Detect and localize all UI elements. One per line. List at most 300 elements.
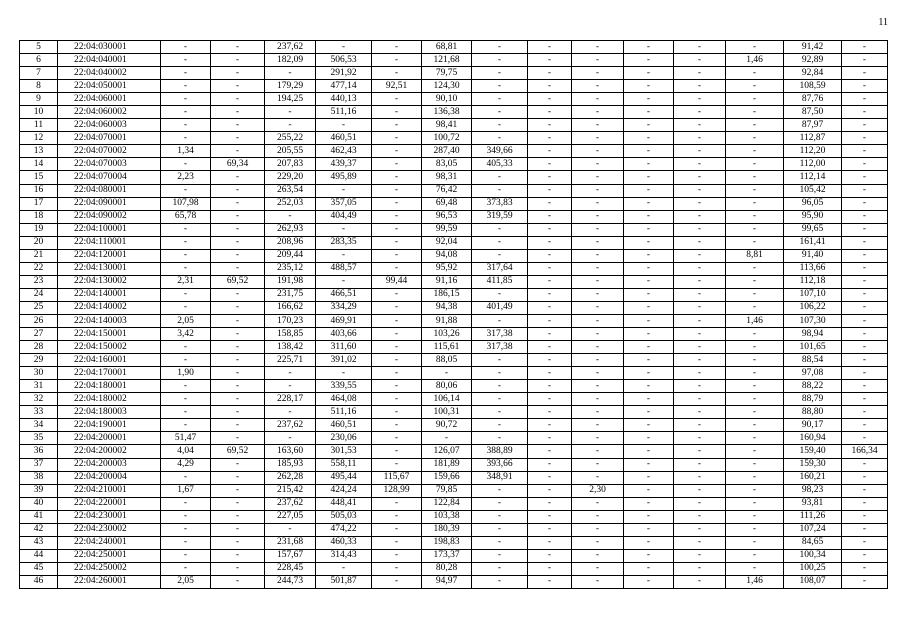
value-cell: - bbox=[472, 536, 528, 549]
value-cell: 215,42 bbox=[265, 484, 316, 497]
value-cell: - bbox=[372, 145, 422, 158]
value-cell: 95,90 bbox=[784, 210, 842, 223]
value-cell: - bbox=[624, 497, 674, 510]
value-cell: 181,89 bbox=[422, 458, 472, 471]
table-row bbox=[20, 314, 888, 327]
value-cell: 477,14 bbox=[316, 80, 372, 93]
value-cell: 501,87 bbox=[316, 575, 372, 588]
value-cell: - bbox=[372, 575, 422, 588]
value-cell: - bbox=[161, 419, 211, 432]
value-cell: - bbox=[674, 471, 726, 484]
value-cell: 107,98 bbox=[161, 197, 211, 210]
value-cell: - bbox=[211, 419, 265, 432]
value-cell: - bbox=[726, 132, 784, 145]
value-cell: - bbox=[372, 445, 422, 458]
value-cell: 101,65 bbox=[784, 341, 842, 354]
row-number-cell: 24 bbox=[20, 288, 58, 301]
value-cell: - bbox=[472, 106, 528, 119]
value-cell: - bbox=[674, 236, 726, 249]
table-row bbox=[20, 262, 888, 275]
value-cell: - bbox=[316, 275, 372, 288]
value-cell: - bbox=[161, 380, 211, 393]
row-number-cell: 39 bbox=[20, 484, 58, 497]
cadastral-code-cell: 22:04:070003 bbox=[58, 158, 161, 171]
value-cell: 225,71 bbox=[265, 354, 316, 367]
value-cell: - bbox=[472, 236, 528, 249]
value-cell: 51,47 bbox=[161, 432, 211, 445]
value-cell: 185,93 bbox=[265, 458, 316, 471]
value-cell: - bbox=[572, 93, 624, 106]
value-cell: - bbox=[372, 158, 422, 171]
value-cell: - bbox=[528, 328, 572, 341]
value-cell: 301,53 bbox=[316, 445, 372, 458]
value-cell: - bbox=[842, 419, 888, 432]
value-cell: 2,05 bbox=[161, 314, 211, 327]
value-cell: 95,92 bbox=[422, 262, 472, 275]
table-row bbox=[20, 510, 888, 523]
row-number-cell: 32 bbox=[20, 393, 58, 406]
value-cell: 122,84 bbox=[422, 497, 472, 510]
value-cell: 373,83 bbox=[472, 197, 528, 210]
value-cell: - bbox=[726, 484, 784, 497]
value-cell: - bbox=[842, 210, 888, 223]
value-cell: - bbox=[842, 536, 888, 549]
value-cell: 262,93 bbox=[265, 223, 316, 236]
table-row bbox=[20, 523, 888, 536]
cadastral-code-cell: 22:04:120001 bbox=[58, 249, 161, 262]
value-cell: - bbox=[161, 106, 211, 119]
value-cell: - bbox=[528, 536, 572, 549]
value-cell: - bbox=[624, 314, 674, 327]
value-cell: - bbox=[624, 471, 674, 484]
value-cell: - bbox=[726, 119, 784, 132]
table-row bbox=[20, 432, 888, 445]
value-cell: - bbox=[726, 80, 784, 93]
cadastral-code-cell: 22:04:220001 bbox=[58, 497, 161, 510]
value-cell: 1,46 bbox=[726, 575, 784, 588]
value-cell: - bbox=[624, 301, 674, 314]
value-cell: 1,34 bbox=[161, 145, 211, 158]
value-cell: - bbox=[726, 354, 784, 367]
value-cell: - bbox=[842, 119, 888, 132]
cadastral-code-cell: 22:04:140002 bbox=[58, 301, 161, 314]
value-cell: - bbox=[842, 223, 888, 236]
value-cell: - bbox=[372, 497, 422, 510]
value-cell: 100,72 bbox=[422, 132, 472, 145]
value-cell: - bbox=[842, 406, 888, 419]
cadastral-code-cell: 22:04:150001 bbox=[58, 328, 161, 341]
value-cell: 460,51 bbox=[316, 419, 372, 432]
value-cell: - bbox=[842, 314, 888, 327]
value-cell: - bbox=[265, 106, 316, 119]
value-cell: - bbox=[624, 67, 674, 80]
value-cell: - bbox=[572, 536, 624, 549]
value-cell: 2,30 bbox=[572, 484, 624, 497]
value-cell: 69,34 bbox=[211, 158, 265, 171]
value-cell: 90,10 bbox=[422, 93, 472, 106]
row-number-cell: 35 bbox=[20, 432, 58, 445]
value-cell: 138,42 bbox=[265, 341, 316, 354]
cadastral-code-cell: 22:04:200001 bbox=[58, 432, 161, 445]
value-cell: - bbox=[211, 536, 265, 549]
value-cell: 287,40 bbox=[422, 145, 472, 158]
cadastral-code-cell: 22:04:100001 bbox=[58, 223, 161, 236]
row-number-cell: 38 bbox=[20, 471, 58, 484]
value-cell: 160,21 bbox=[784, 471, 842, 484]
value-cell: - bbox=[161, 288, 211, 301]
value-cell: - bbox=[572, 458, 624, 471]
cadastral-code-cell: 22:04:080001 bbox=[58, 184, 161, 197]
table-row bbox=[20, 184, 888, 197]
value-cell: - bbox=[572, 288, 624, 301]
value-cell: 317,64 bbox=[472, 262, 528, 275]
value-cell: - bbox=[528, 314, 572, 327]
value-cell: - bbox=[624, 145, 674, 158]
cadastral-code-cell: 22:04:160001 bbox=[58, 354, 161, 367]
value-cell: - bbox=[726, 536, 784, 549]
table-row bbox=[20, 354, 888, 367]
value-cell: - bbox=[674, 341, 726, 354]
value-cell: - bbox=[211, 406, 265, 419]
value-cell: - bbox=[674, 145, 726, 158]
value-cell: - bbox=[316, 367, 372, 380]
value-cell: - bbox=[161, 562, 211, 575]
value-cell: - bbox=[161, 354, 211, 367]
row-number-cell: 15 bbox=[20, 171, 58, 184]
cadastral-code-cell: 22:04:140003 bbox=[58, 314, 161, 327]
value-cell: 2,31 bbox=[161, 275, 211, 288]
value-cell: - bbox=[372, 354, 422, 367]
value-cell: - bbox=[161, 406, 211, 419]
value-cell: 69,52 bbox=[211, 445, 265, 458]
value-cell: 99,59 bbox=[422, 223, 472, 236]
value-cell: 112,14 bbox=[784, 171, 842, 184]
table-row bbox=[20, 536, 888, 549]
value-cell: 474,22 bbox=[316, 523, 372, 536]
value-cell: 159,66 bbox=[422, 471, 472, 484]
value-cell: - bbox=[674, 328, 726, 341]
value-cell: - bbox=[211, 380, 265, 393]
value-cell: - bbox=[528, 562, 572, 575]
row-number-cell: 6 bbox=[20, 54, 58, 67]
value-cell: - bbox=[528, 458, 572, 471]
value-cell: - bbox=[372, 314, 422, 327]
value-cell: - bbox=[674, 367, 726, 380]
value-cell: - bbox=[842, 510, 888, 523]
row-number-cell: 31 bbox=[20, 380, 58, 393]
table-row bbox=[20, 54, 888, 67]
value-cell: - bbox=[674, 54, 726, 67]
value-cell: - bbox=[842, 275, 888, 288]
value-cell: - bbox=[161, 41, 211, 54]
cadastral-code-cell: 22:04:180003 bbox=[58, 406, 161, 419]
row-number-cell: 29 bbox=[20, 354, 58, 367]
value-cell: - bbox=[572, 341, 624, 354]
value-cell: - bbox=[674, 171, 726, 184]
value-cell: - bbox=[842, 145, 888, 158]
value-cell: - bbox=[624, 236, 674, 249]
value-cell: - bbox=[842, 106, 888, 119]
value-cell: 464,08 bbox=[316, 393, 372, 406]
value-cell: - bbox=[528, 132, 572, 145]
value-cell: - bbox=[472, 380, 528, 393]
value-cell: 403,66 bbox=[316, 328, 372, 341]
value-cell: - bbox=[572, 510, 624, 523]
value-cell: - bbox=[316, 223, 372, 236]
value-cell: - bbox=[842, 171, 888, 184]
row-number-cell: 18 bbox=[20, 210, 58, 223]
value-cell: - bbox=[372, 249, 422, 262]
value-cell: - bbox=[528, 145, 572, 158]
value-cell: - bbox=[528, 236, 572, 249]
value-cell: 88,22 bbox=[784, 380, 842, 393]
value-cell: - bbox=[842, 288, 888, 301]
value-cell: - bbox=[211, 562, 265, 575]
value-cell: 235,12 bbox=[265, 262, 316, 275]
value-cell: - bbox=[842, 93, 888, 106]
value-cell: - bbox=[372, 328, 422, 341]
value-cell: - bbox=[472, 80, 528, 93]
value-cell: - bbox=[372, 262, 422, 275]
cadastral-code-cell: 22:04:130001 bbox=[58, 262, 161, 275]
value-cell: - bbox=[726, 288, 784, 301]
row-number-cell: 34 bbox=[20, 419, 58, 432]
value-cell: - bbox=[674, 314, 726, 327]
value-cell: - bbox=[726, 275, 784, 288]
value-cell: 170,23 bbox=[265, 314, 316, 327]
value-cell: - bbox=[624, 249, 674, 262]
value-cell: 460,33 bbox=[316, 536, 372, 549]
value-cell: 76,42 bbox=[422, 184, 472, 197]
value-cell: 173,37 bbox=[422, 549, 472, 562]
value-cell: - bbox=[726, 158, 784, 171]
cadastral-code-cell: 22:04:250001 bbox=[58, 549, 161, 562]
value-cell: - bbox=[572, 249, 624, 262]
value-cell: - bbox=[265, 523, 316, 536]
value-cell: - bbox=[842, 236, 888, 249]
value-cell: - bbox=[572, 419, 624, 432]
value-cell: - bbox=[472, 419, 528, 432]
value-cell: 90,72 bbox=[422, 419, 472, 432]
value-cell: - bbox=[528, 158, 572, 171]
value-cell: - bbox=[161, 158, 211, 171]
value-cell: 460,51 bbox=[316, 132, 372, 145]
value-cell: - bbox=[472, 523, 528, 536]
value-cell: - bbox=[372, 184, 422, 197]
value-cell: - bbox=[472, 497, 528, 510]
value-cell: - bbox=[211, 41, 265, 54]
value-cell: - bbox=[674, 93, 726, 106]
value-cell: 88,80 bbox=[784, 406, 842, 419]
value-cell: 231,75 bbox=[265, 288, 316, 301]
value-cell: - bbox=[372, 236, 422, 249]
value-cell: 448,41 bbox=[316, 497, 372, 510]
row-number-cell: 7 bbox=[20, 67, 58, 80]
value-cell: - bbox=[572, 275, 624, 288]
table-row bbox=[20, 106, 888, 119]
value-cell: - bbox=[372, 67, 422, 80]
value-cell: - bbox=[726, 223, 784, 236]
value-cell: - bbox=[422, 367, 472, 380]
value-cell: 92,51 bbox=[372, 80, 422, 93]
value-cell: - bbox=[726, 67, 784, 80]
value-cell: - bbox=[211, 249, 265, 262]
value-cell: 107,10 bbox=[784, 288, 842, 301]
value-cell: - bbox=[842, 354, 888, 367]
value-cell: - bbox=[372, 301, 422, 314]
cadastral-code-cell: 22:04:090001 bbox=[58, 197, 161, 210]
value-cell: 99,65 bbox=[784, 223, 842, 236]
value-cell: - bbox=[674, 67, 726, 80]
value-cell: 349,66 bbox=[472, 145, 528, 158]
value-cell: - bbox=[624, 328, 674, 341]
value-cell: - bbox=[726, 406, 784, 419]
table-row bbox=[20, 132, 888, 145]
value-cell: - bbox=[472, 354, 528, 367]
value-cell: - bbox=[674, 497, 726, 510]
cadastral-code-cell: 22:04:230002 bbox=[58, 523, 161, 536]
value-cell: - bbox=[316, 41, 372, 54]
value-cell: 194,25 bbox=[265, 93, 316, 106]
table-row bbox=[20, 575, 888, 588]
value-cell: - bbox=[528, 262, 572, 275]
value-cell: 88,79 bbox=[784, 393, 842, 406]
value-cell: 205,55 bbox=[265, 145, 316, 158]
value-cell: 106,14 bbox=[422, 393, 472, 406]
value-cell: - bbox=[674, 510, 726, 523]
value-cell: - bbox=[726, 41, 784, 54]
cadastral-code-cell: 22:04:210001 bbox=[58, 484, 161, 497]
value-cell: - bbox=[674, 132, 726, 145]
value-cell: 96,53 bbox=[422, 210, 472, 223]
value-cell: - bbox=[372, 341, 422, 354]
value-cell: - bbox=[372, 132, 422, 145]
cadastral-code-cell: 22:04:110001 bbox=[58, 236, 161, 249]
value-cell: 115,61 bbox=[422, 341, 472, 354]
cadastral-code-cell: 22:04:180002 bbox=[58, 393, 161, 406]
value-cell: - bbox=[472, 406, 528, 419]
value-cell: - bbox=[372, 197, 422, 210]
value-cell: - bbox=[842, 549, 888, 562]
row-number-cell: 16 bbox=[20, 184, 58, 197]
value-cell: - bbox=[372, 380, 422, 393]
cadastral-code-cell: 22:04:260001 bbox=[58, 575, 161, 588]
value-cell: - bbox=[572, 197, 624, 210]
value-cell: 207,83 bbox=[265, 158, 316, 171]
value-cell: 93,81 bbox=[784, 497, 842, 510]
cadastral-code-cell: 22:04:070001 bbox=[58, 132, 161, 145]
value-cell: - bbox=[472, 393, 528, 406]
value-cell: - bbox=[674, 432, 726, 445]
value-cell: - bbox=[528, 575, 572, 588]
value-cell: - bbox=[211, 236, 265, 249]
table-row bbox=[20, 210, 888, 223]
value-cell: 231,68 bbox=[265, 536, 316, 549]
value-cell: 112,87 bbox=[784, 132, 842, 145]
value-cell: 107,24 bbox=[784, 523, 842, 536]
value-cell: - bbox=[161, 341, 211, 354]
value-cell: - bbox=[842, 432, 888, 445]
value-cell: 91,16 bbox=[422, 275, 472, 288]
value-cell: - bbox=[624, 80, 674, 93]
value-cell: - bbox=[674, 41, 726, 54]
value-cell: - bbox=[624, 262, 674, 275]
value-cell: - bbox=[528, 432, 572, 445]
value-cell: - bbox=[842, 54, 888, 67]
table-row bbox=[20, 171, 888, 184]
value-cell: - bbox=[161, 510, 211, 523]
value-cell: - bbox=[674, 106, 726, 119]
row-number-cell: 5 bbox=[20, 41, 58, 54]
value-cell: - bbox=[572, 41, 624, 54]
value-cell: 404,49 bbox=[316, 210, 372, 223]
value-cell: 495,89 bbox=[316, 171, 372, 184]
value-cell: 105,42 bbox=[784, 184, 842, 197]
value-cell: - bbox=[726, 106, 784, 119]
value-cell: - bbox=[572, 184, 624, 197]
value-cell: 4,29 bbox=[161, 458, 211, 471]
value-cell: 159,30 bbox=[784, 458, 842, 471]
value-cell: - bbox=[726, 145, 784, 158]
value-cell: - bbox=[528, 549, 572, 562]
row-number-cell: 41 bbox=[20, 510, 58, 523]
value-cell: 136,38 bbox=[422, 106, 472, 119]
value-cell: - bbox=[161, 549, 211, 562]
value-cell: - bbox=[726, 458, 784, 471]
value-cell: - bbox=[528, 523, 572, 536]
value-cell: - bbox=[572, 562, 624, 575]
value-cell: - bbox=[624, 536, 674, 549]
value-cell: 115,67 bbox=[372, 471, 422, 484]
value-cell: - bbox=[211, 432, 265, 445]
value-cell: - bbox=[726, 210, 784, 223]
value-cell: - bbox=[624, 41, 674, 54]
value-cell: - bbox=[161, 80, 211, 93]
cadastral-code-cell: 22:04:090002 bbox=[58, 210, 161, 223]
value-cell: - bbox=[265, 210, 316, 223]
row-number-cell: 27 bbox=[20, 328, 58, 341]
value-cell: - bbox=[528, 406, 572, 419]
table-row bbox=[20, 275, 888, 288]
value-cell: - bbox=[624, 341, 674, 354]
value-cell: - bbox=[211, 497, 265, 510]
cadastral-code-cell: 22:04:130002 bbox=[58, 275, 161, 288]
value-cell: - bbox=[161, 471, 211, 484]
value-cell: - bbox=[211, 210, 265, 223]
table-row bbox=[20, 197, 888, 210]
value-cell: 339,55 bbox=[316, 380, 372, 393]
value-cell: - bbox=[572, 132, 624, 145]
value-cell: - bbox=[674, 249, 726, 262]
value-cell: - bbox=[726, 262, 784, 275]
value-cell: - bbox=[372, 549, 422, 562]
row-number-cell: 23 bbox=[20, 275, 58, 288]
value-cell: - bbox=[161, 54, 211, 67]
value-cell: - bbox=[161, 93, 211, 106]
value-cell: 98,23 bbox=[784, 484, 842, 497]
value-cell: - bbox=[624, 275, 674, 288]
value-cell: - bbox=[528, 497, 572, 510]
value-cell: - bbox=[842, 158, 888, 171]
cadastral-code-cell: 22:04:250002 bbox=[58, 562, 161, 575]
value-cell: - bbox=[161, 536, 211, 549]
value-cell: 191,98 bbox=[265, 275, 316, 288]
value-cell: - bbox=[726, 445, 784, 458]
value-cell: - bbox=[572, 314, 624, 327]
value-cell: - bbox=[372, 288, 422, 301]
value-cell: - bbox=[472, 171, 528, 184]
value-cell: 159,40 bbox=[784, 445, 842, 458]
